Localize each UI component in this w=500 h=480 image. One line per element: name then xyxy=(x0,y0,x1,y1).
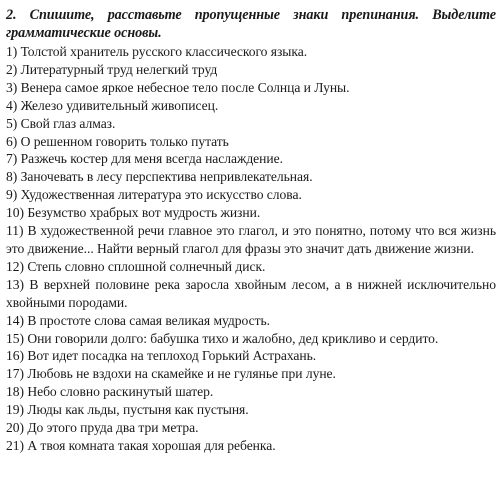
sentence-item: 3) Венера самое яркое небесное тело после Солнца и Луны. xyxy=(6,79,350,95)
task-title: 2. Спишите, расставьте пропущенные знаки препинания. Выделите грамматические основы. xyxy=(6,7,496,41)
sentence-list xyxy=(6,43,496,455)
sentence-item: 18) Небо словно раскинутый шатер. xyxy=(6,384,214,400)
sentence-item: 1) Толстой хранитель русского классического языка. xyxy=(6,44,308,59)
sentence-item: 16) Вот идет посадка на теплоход Горький Астрахань. xyxy=(6,348,317,364)
sentence-item: 12) Степь словно сплошной солнечный диск. xyxy=(6,258,266,274)
sentence-item: 2) Литературный труд нелегкий труд xyxy=(6,61,218,77)
sentence-item: 8) Заночевать в лесу перспектива непривлекательная. xyxy=(6,169,313,185)
exercise-page xyxy=(6,6,496,455)
sentence-item: 10) Безумство храбрых вот мудрость жизни. xyxy=(6,205,261,221)
sentence-item: 15) Они говорили долго: бабушка тихо и жалобно, дед крикливо и сердито. xyxy=(6,330,439,346)
sentence-item: 6) О решенном говорить только путать xyxy=(6,133,229,149)
sentence-item: 11) В художественной речи главное это глагол, и это понятно, потому что вся жизнь это движение... Найти верный глагол для фразы это значит дать движение жизни. xyxy=(6,223,496,256)
sentence-item: 21) А твоя комната такая хорошая для ребенка. xyxy=(6,437,276,453)
sentence-item: 13) В верхней половине река заросла хвойным лесом, а в нижней исключительно хвойными породами. xyxy=(6,276,496,310)
sentence-item: 19) Люды как льды, пустыня как пустыня. xyxy=(6,402,249,418)
sentence-item: 17) Любовь не вздохи на скамейке и не гулянье при луне. xyxy=(6,366,336,382)
sentence-item: 7) Разжечь костер для меня всегда наслаждение. xyxy=(6,151,283,167)
sentence-item: 9) Художественная литература это искусство слова. xyxy=(6,187,302,203)
sentence-item: 20) До этого пруда два три метра. xyxy=(6,420,199,436)
sentence-item: 4) Железо удивительный живописец. xyxy=(6,97,219,113)
sentence-item: 14) В простоте слова самая великая мудрость. xyxy=(6,312,270,328)
sentence-item: 5) Свой глаз алмаз. xyxy=(6,115,116,131)
